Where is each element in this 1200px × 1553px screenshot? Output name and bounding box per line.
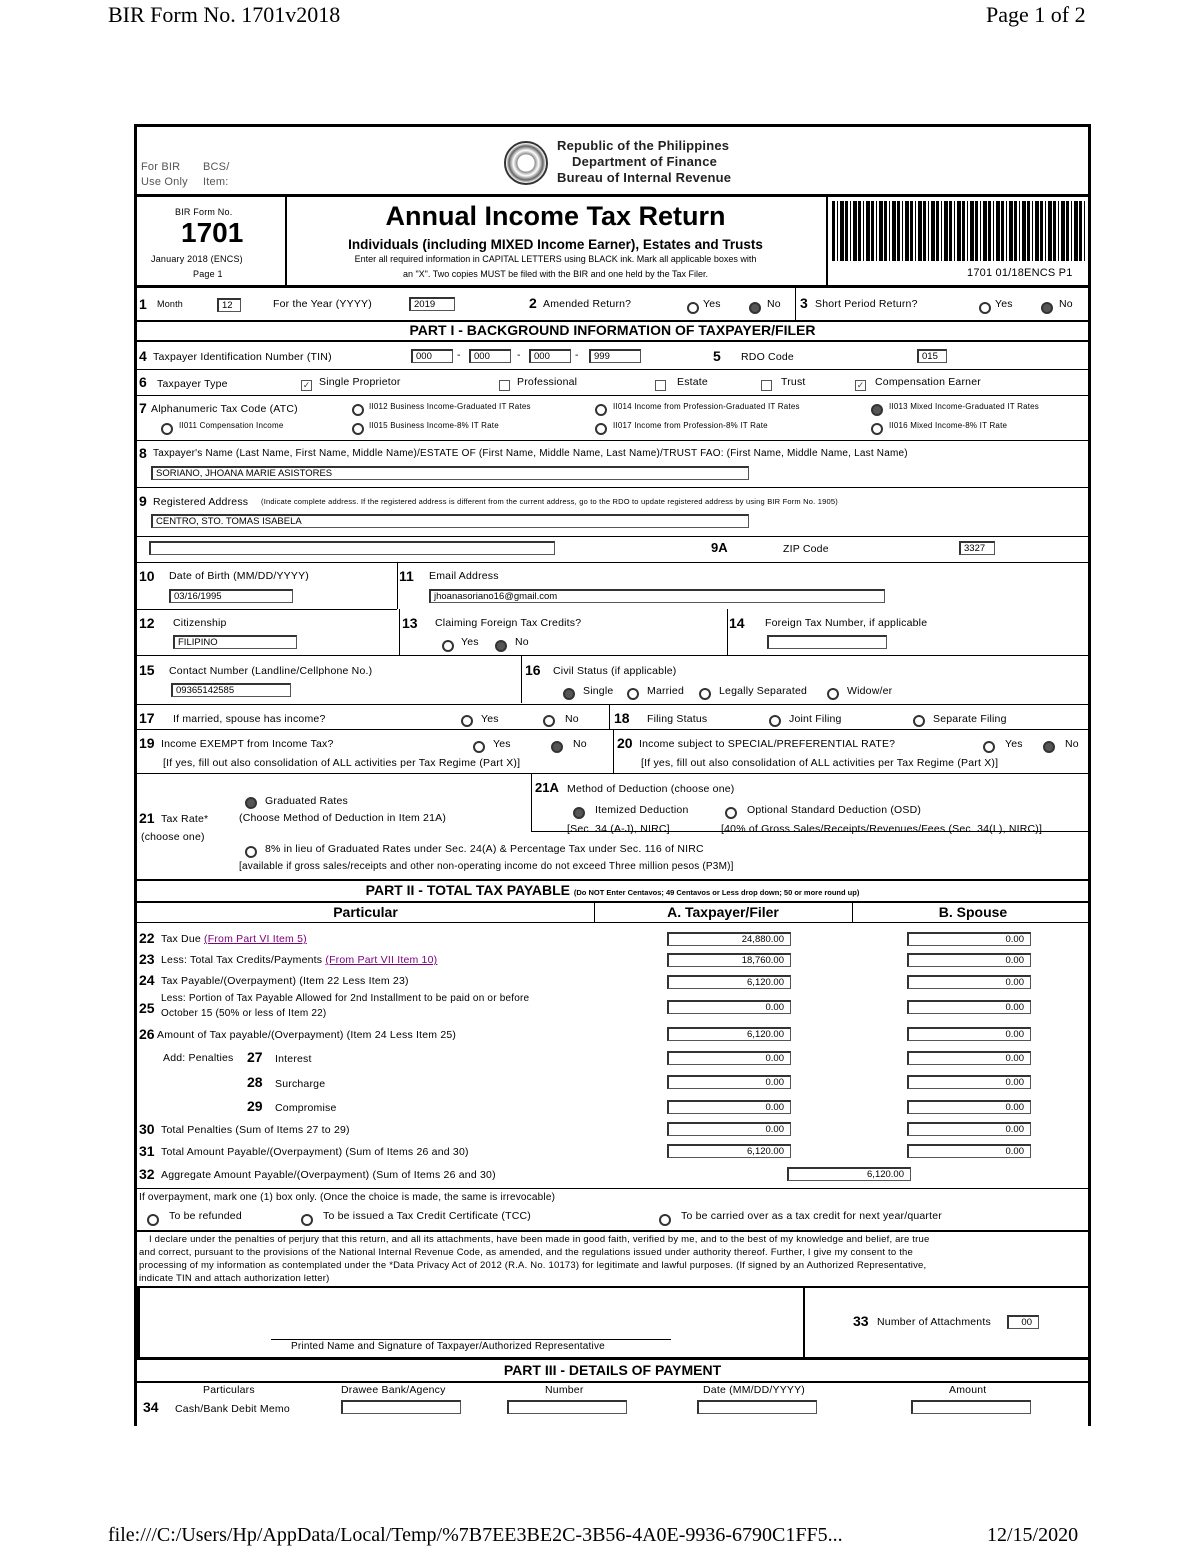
estate-checkbox[interactable]	[655, 380, 666, 391]
item-28-number: 28	[247, 1074, 263, 1090]
item-22-text: Tax Due	[161, 933, 201, 945]
form-version: January 2018 (ENCS)	[151, 254, 243, 264]
item-8-number: 8	[139, 445, 147, 461]
spouse-income-label: If married, spouse has income?	[173, 713, 326, 725]
single-proprietor-checkbox[interactable]: ✓	[302, 380, 311, 390]
carry-over-radio[interactable]	[659, 1214, 671, 1226]
atc-ii017-label: II017 Income from Profession-8% IT Rate	[613, 421, 768, 430]
item-11-number: 11	[399, 568, 414, 584]
item-28-label: Surcharge	[275, 1078, 326, 1090]
civil-widow-radio[interactable]	[827, 688, 839, 700]
item-33-number: 33	[853, 1313, 869, 1329]
carry-over-label: To be carried over as a tax credit for next year/quarter	[681, 1210, 942, 1222]
address-note: (Indicate complete address. If the registered address is different from the current address, go to the RDO to update registered address by using BIR Form No. 1905)	[261, 497, 838, 506]
email-field[interactable]: jhoanasoriano16@gmail.com	[429, 589, 885, 603]
item-13-number: 13	[402, 615, 418, 631]
special-yes-radio[interactable]	[983, 741, 995, 753]
civil-married-label: Married	[647, 685, 684, 697]
item-30-spouse-field[interactable]: 0.00	[907, 1122, 1031, 1136]
special-rate-note: [If yes, fill out also consolidation of ALL activities per Tax Regime (Part X)]	[641, 757, 999, 769]
spouse-income-no-label: No	[565, 713, 579, 725]
trust-label: Trust	[781, 376, 806, 388]
form-instruction-1: Enter all required information in CAPITAL LETTERS using BLACK ink. Mark all applicable boxes with	[354, 254, 757, 264]
add-penalties-label: Add: Penalties	[163, 1052, 234, 1064]
item-18-number: 18	[614, 710, 630, 726]
address-line2-field[interactable]	[149, 541, 555, 555]
item-9a-number: 9A	[711, 540, 728, 555]
item-26-spouse-field[interactable]: 0.00	[907, 1027, 1031, 1041]
signature-line	[271, 1339, 671, 1340]
overpay-note: If overpayment, mark one (1) box only. (Once the choice is made, the same is irrevocable)	[139, 1192, 556, 1203]
item-24-number: 24	[139, 972, 155, 988]
spouse-income-yes-radio[interactable]	[461, 715, 473, 727]
item-21a-number: 21A	[535, 780, 559, 795]
zip-field[interactable]: 3327	[959, 541, 995, 555]
exempt-yes-radio[interactable]	[473, 741, 485, 753]
item-1-number: 1	[139, 296, 147, 312]
filing-status-label: Filing Status	[647, 713, 708, 725]
spouse-income-yes-label: Yes	[481, 713, 499, 725]
compensation-earner-label: Compensation Earner	[875, 376, 981, 388]
item-6-number: 6	[139, 374, 147, 390]
atc-ii015-radio[interactable]	[352, 423, 364, 435]
part3-title: PART III - DETAILS OF PAYMENT	[503, 1362, 722, 1378]
graduated-rates-note: (Choose Method of Deduction in Item 21A)	[239, 812, 447, 824]
osd-label: Optional Standard Deduction (OSD)	[747, 804, 922, 816]
atc-label: Alphanumeric Tax Code (ATC)	[151, 403, 298, 415]
part3-col-date: Date (MM/DD/YYYY)	[703, 1384, 805, 1396]
short-no-radio[interactable]	[1041, 302, 1053, 314]
item-29-number: 29	[247, 1098, 263, 1114]
civil-widow-label: Widow/er	[847, 685, 893, 697]
citizenship-field[interactable]: FILIPINO	[173, 635, 297, 649]
item-21-number: 21	[139, 810, 155, 826]
compensation-earner-checkbox[interactable]: ✓	[856, 380, 865, 390]
item-23-taxpayer-field[interactable]: 18,760.00	[667, 953, 791, 967]
print-header-left: BIR Form No. 1701v2018	[108, 2, 341, 27]
name-label: Taxpayer's Name (Last Name, First Name, Middle Name)/ESTATE OF (First Name, Middle Name, Last Name)/TRUST FAO: (First Name, Middle Name, Last Name)	[153, 448, 908, 459]
declaration-line1: I declare under the penalties of perjury that this return, and all its attachments, have been made in good faith, verified by me, and to the best of my knowledge and belief, are true	[149, 1234, 930, 1245]
exempt-yes-label: Yes	[493, 738, 511, 750]
item-17-number: 17	[139, 710, 155, 726]
item-34-drawee-field[interactable]	[341, 1400, 461, 1414]
item-20-number: 20	[617, 735, 633, 751]
item-14-number: 14	[729, 615, 745, 631]
item-12-number: 12	[139, 615, 155, 631]
citizenship-label: Citizenship	[173, 617, 227, 629]
itemized-deduction-ref: [Sec. 34 (A-J), NIRC]	[567, 823, 670, 835]
foreign-tin-label: Foreign Tax Number, if applicable	[765, 617, 928, 629]
year-label: For the Year (YYYY)	[273, 298, 372, 310]
civil-married-radio[interactable]	[627, 688, 639, 700]
print-header-right: Page 1 of 2	[986, 2, 1086, 27]
col-particular: Particular	[333, 904, 398, 920]
item-25-number: 25	[139, 1000, 155, 1016]
signature-label[interactable]: Printed Name and Signature of Taxpayer/Authorized Representative	[291, 1341, 605, 1352]
spouse-income-no-radio[interactable]	[543, 715, 555, 727]
item-30-number: 30	[139, 1121, 155, 1137]
special-rate-label: Income subject to SPECIAL/PREFERENTIAL RATE?	[639, 738, 896, 750]
item-31-number: 31	[139, 1143, 155, 1159]
print-footer-right: 12/15/2020	[987, 1524, 1079, 1546]
special-no-radio[interactable]	[1043, 741, 1055, 753]
short-period-label: Short Period Return?	[815, 298, 918, 310]
bir-form-1701: For BIR Use Only BCS/ Item: Republic of the Philippines Department of Finance Bureau of Internal Revenue BIR Form No. 1701 January 2018 (ENCS) Page 1 Annual Income Tax Return Individuals (including MIXED Income Earner), Estates and Trusts Enter all required information in CAPITAL LETTERS using BLACK ink. Mark all applicable boxes with an "X". Two copies MUST be filed with the BIR and one held by the Tax Filer. 1701 01/18ENCS P1 1 Month 12 For the Year (YYYY) 2019 2 Amended Return? Yes No 3 Short Period Return? Yes No PART I - BACKGROUND INFORMATION OF TAXPAYER/FILER 4 Taxpayer Identification Number (TIN) 000 - 000 - 000 - 999 5 RDO Code 015 6 Taxpayer Type ✓ Single Proprietor Professional Estate Trust ✓ Compensation Earner 7 Alphanumeric Tax Code (ATC) II012 Business Income-Graduated IT Rates II014 Income from Profession-Graduated IT Rates II013 Mixed Income-Graduated IT Rates II011 Compensation Income II015 Business Income-8% IT Rate II017 Income from Profession-8% IT Rate II016 Mixed Income-8% IT Rate 8 Taxpayer's Name (Last Name, First Name, Middle Name)/ESTATE OF (First Name, Middle Name, Last Name)/TRUST FAO: (First Name, Middle Name, Last Name) SORIANO, JHOANA MARIE ASISTORES 9 Registered Address (Indicate complete address. If the registered address is different from the current address, go to the RDO to update registered address by using BIR Form No. 1905) CENTRO, STO. TOMAS ISABELA 9A ZIP Code 3327 10 Date of Birth (MM/DD/YYYY) 03/16/1995 11 Email Address jhoanasoriano16@gmail.com 12 Citizenship FILIPINO 13 Claiming Foreign Tax Credits? Yes No 14 Foreign Tax Number, if applicable 15 Contact Number (Landline/Cellphone No.) 09365142585 16 Civil Status (if applicable) Single Married Legally Separated Widow/er 17 If married, spouse has income? Yes No 18 Filing Status Joint Filing Separate Filing 19 Income EXEMPT from Income Tax? Yes No [If yes, fill out also consolidation of ALL activities per Tax Regime (Part X)] 20 Income subject to SPECIAL/PREFERENTIAL RATE? Yes No [If yes, fill out also consolidation of ALL activities per Tax Regime (Part X)] 21A Method of Deduction (choose one) Graduated Rates 21 Tax Rate* (Choose Method of Deduction in Item 21A) (choose one) Itemized Deduction [Sec. 34 (A-J), NIRC] Optional Standard Deduction (OSD) [40% of Gross Sales/Receipts/Revenues/Fees (Sec. 34(L), NIRC)] 8% in lieu of Graduated Rates under Sec. 24(A) & Percentage Tax under Sec. 116 of NIRC [available if gross sales/receipts and other non-operating income do not exceed Three million pesos (P3M)] PART II - TOTAL TAX PAYABLE (Do NOT Enter Centavos; 49 Centavos or Less drop down; 50 or more round up) Particular A. Taxpayer/Filer B. Spouse 22 Tax Due (From Part VI Item 5) 24,880.00 0.00 23 Less: Total Tax Credits/Payments (From Part VII Item 10) 18,760.00 0.00 24 Tax Payable/(Overpayment) (Item 22 Less Item 23) 6,120.00 0.00 25 Less: Portion of Tax Payable Allowed for 2nd Installment to be paid on or before October 15 (50% or less of Item 22) 0.00 0.00 26 Amount of Tax payable/(Overpayment) (Item 24 Less Item 25) 6,120.00 0.00 Add: Penalties 27 Interest 0.00 0.00 28 Surcharge 0.00 0.00 29 Compromise 0.00 0.00 30 Total Penalties (Sum of Items 27 to 29) 0.00 0.00 31 Total Amount Payable/(Overpayment) (Sum of Items 26 and 30) 6,120.00 0.00 32 Aggregate Amount Payable/(Overpayment) (Sum of Items 26 and 30) 6,120.00 If overpayment, mark one (1) box only. (Once the choice is made, the same is irrevocable) To be refunded To be issued a Tax Credit Certificate (TCC) To be carried over as a tax credit for next year/quarter I declare under the penalties of perjury that this return, and all its attachments, have been made in good faith, verified by me, and to the best of my knowledge and belief, are true and correct, pursuant to the provisions of the National Internal Revenue Code, as amended, and the regulations issued under authority thereof. Further, I give my consent to the processing of my information as contemplated under the *Data Privacy Act of 2012 (R.A. No. 10173) for legitimate and lawful purposes. (If signed by an Authorized Representative, indicate TIN and attach authorization letter) Printed Name and Signature of Taxpayer/Authorized Representative 33 Number of Attachments 00 PART III - DETAILS OF PAYMENT Particulars Drawee Bank/Agency Number Date (MM/DD/YYYY) Amount 34 Cash/Bank Debit Memo	[134, 124, 1091, 1426]
foreign-tin-field[interactable]	[767, 635, 887, 649]
atc-ii016-radio[interactable]	[871, 423, 883, 435]
item-32-label: Aggregate Amount Payable/(Overpayment) (Sum of Items 26 and 30)	[161, 1169, 496, 1181]
item-27-taxpayer-field[interactable]: 0.00	[667, 1051, 791, 1065]
atc-ii011-radio[interactable]	[161, 423, 173, 435]
exempt-label: Income EXEMPT from Income Tax?	[161, 738, 334, 750]
part2-title-row	[137, 882, 1088, 898]
form-instruction-2: an "X". Two copies MUST be filed with the BIR and one held by the Tax Filer.	[402, 269, 709, 279]
foreign-credit-no-radio[interactable]	[495, 640, 507, 652]
itemized-deduction-radio[interactable]	[573, 807, 585, 819]
form-page: Page 1	[193, 269, 223, 279]
part2-title: PART II - TOTAL TAX PAYABLE	[365, 882, 570, 898]
professional-label: Professional	[517, 376, 578, 388]
trust-checkbox[interactable]	[761, 380, 772, 391]
tin-part4-field[interactable]: 999	[589, 349, 641, 363]
atc-ii014-radio[interactable]	[595, 404, 607, 416]
agency-line3: Bureau of Internal Revenue	[557, 170, 732, 185]
item-22-link[interactable]: (From Part VI Item 5)	[204, 933, 307, 945]
contact-label: Contact Number (Landline/Cellphone No.)	[169, 665, 373, 677]
eight-percent-radio[interactable]	[245, 846, 257, 858]
item-25-label: Less: Portion of Tax Payable Allowed for 2nd Installment to be paid on or before	[161, 993, 530, 1004]
eight-percent-note: [available if gross sales/receipts and other non-operating income do not exceed Three million pesos (P3M)]	[239, 861, 734, 872]
item-24-label: Tax Payable/(Overpayment) (Item 22 Less Item 23)	[161, 975, 409, 987]
item-9-number: 9	[139, 493, 147, 509]
agency-line2: Department of Finance	[572, 154, 718, 169]
bcs-label: BCS/	[203, 161, 230, 173]
item-26-taxpayer-field[interactable]: 6,120.00	[667, 1027, 791, 1041]
rdo-field[interactable]: 015	[917, 349, 947, 363]
foreign-credit-no-label: No	[515, 636, 529, 648]
civil-single-radio[interactable]	[563, 688, 575, 700]
item-5-number: 5	[713, 348, 721, 364]
atc-ii012-radio[interactable]	[352, 404, 364, 416]
item-30-label: Total Penalties (Sum of Items 27 to 29)	[161, 1124, 350, 1136]
item-22-taxpayer-field[interactable]: 24,880.00	[667, 932, 791, 946]
item-30-taxpayer-field[interactable]: 0.00	[667, 1122, 791, 1136]
osd-radio[interactable]	[725, 807, 737, 819]
item-31-taxpayer-field[interactable]: 6,120.00	[667, 1144, 791, 1158]
tin-part3-field[interactable]: 000	[529, 349, 571, 363]
exempt-no-radio[interactable]	[551, 741, 563, 753]
atc-ii017-radio[interactable]	[595, 423, 607, 435]
email-label: Email Address	[429, 570, 499, 582]
item-31-spouse-field[interactable]: 0.00	[907, 1144, 1031, 1158]
civil-status-label: Civil Status (if applicable)	[553, 665, 677, 677]
part3-col-number: Number	[545, 1384, 584, 1396]
declaration-line4: indicate TIN and attach authorization letter)	[139, 1273, 330, 1284]
item-23-link[interactable]: (From Part VII Item 10)	[325, 954, 438, 966]
taxpayer-name-field[interactable]: SORIANO, JHOANA MARIE ASISTORES	[151, 466, 749, 480]
item-16-number: 16	[525, 662, 541, 678]
item-32-field[interactable]: 6,120.00	[787, 1167, 911, 1181]
short-yes-label: Yes	[995, 298, 1013, 310]
item-25-spouse-field[interactable]: 0.00	[907, 1000, 1031, 1014]
barcode-image	[832, 201, 1085, 261]
itemized-deduction-label: Itemized Deduction	[595, 804, 689, 816]
atc-ii011-label: II011 Compensation Income	[179, 421, 284, 430]
atc-ii013-radio[interactable]	[871, 404, 883, 416]
form-subtitle: Individuals (including MIXED Income Earner), Estates and Trusts	[348, 237, 763, 252]
item-29-label: Compromise	[275, 1102, 337, 1114]
joint-filing-label: Joint Filing	[789, 713, 842, 725]
attachments-label: Number of Attachments	[877, 1316, 991, 1328]
declaration-line2: and correct, pursuant to the provisions of the National Internal Revenue Code, as amended, and the regulations issued under authority thereof. Further, I give my consent to the	[139, 1247, 914, 1258]
atc-ii012-label: II012 Business Income-Graduated IT Rates	[369, 402, 531, 411]
attachments-field[interactable]: 00	[1007, 1315, 1039, 1329]
item-23-label	[161, 954, 437, 966]
item-34-number: 34	[143, 1399, 159, 1415]
amended-yes-radio[interactable]	[687, 302, 699, 314]
atc-ii015-label: II015 Business Income-8% IT Rate	[369, 421, 499, 430]
short-yes-radio[interactable]	[979, 302, 991, 314]
part3-col-particulars: Particulars	[203, 1384, 255, 1396]
item-32-number: 32	[139, 1166, 155, 1182]
dob-field[interactable]: 03/16/1995	[169, 589, 293, 603]
eight-percent-label: 8% in lieu of Graduated Rates under Sec. 24(A) & Percentage Tax under Sec. 116 of NIRC	[265, 843, 704, 855]
separate-filing-radio[interactable]	[913, 715, 925, 727]
item-23-text: Less: Total Tax Credits/Payments	[161, 954, 323, 966]
foreign-credit-yes-label: Yes	[461, 636, 479, 648]
amended-label: Amended Return?	[543, 298, 632, 310]
exempt-note: [If yes, fill out also consolidation of ALL activities per Tax Regime (Part X)]	[163, 757, 521, 769]
item-2-number: 2	[529, 295, 537, 311]
item-24-taxpayer-field[interactable]: 6,120.00	[667, 975, 791, 989]
short-no-label: No	[1059, 298, 1073, 310]
graduated-rates-label: Graduated Rates	[265, 795, 348, 807]
form-no-label: BIR Form No.	[175, 207, 233, 217]
single-proprietor-label: Single Proprietor	[319, 376, 401, 388]
cash-debit-memo-label: Cash/Bank Debit Memo	[175, 1403, 290, 1415]
declaration-line3: processing of my information as contemplated under the *Data Privacy Act of 2012 (R.A. No. 10173) for legitimate and lawful purposes. (If signed by an Authorized Representative,	[139, 1260, 927, 1271]
osd-ref: [40% of Gross Sales/Receipts/Revenues/Fees (Sec. 34(L), NIRC)]	[721, 823, 1043, 835]
agency-line1: Republic of the Philippines	[557, 138, 730, 153]
estate-label: Estate	[677, 376, 708, 388]
contact-field[interactable]: 09365142585	[171, 683, 291, 697]
item-4-number: 4	[139, 348, 147, 364]
form-number: 1701	[181, 217, 244, 248]
atc-ii013-label: II013 Mixed Income-Graduated IT Rates	[889, 402, 1039, 411]
to-be-refunded-radio[interactable]	[147, 1214, 159, 1226]
civil-single-label: Single	[583, 685, 614, 697]
foreign-credit-yes-radio[interactable]	[442, 640, 454, 652]
item-26-number: 26	[139, 1026, 155, 1042]
to-be-refunded-label: To be refunded	[169, 1210, 242, 1222]
bir-seal-icon	[504, 141, 548, 185]
amended-yes-label: Yes	[703, 298, 721, 310]
item-28-spouse-field[interactable]: 0.00	[907, 1075, 1031, 1089]
address-label: Registered Address	[153, 496, 249, 508]
part2-note: (Do NOT Enter Centavos; 49 Centavos or Less drop down; 50 or more round up)	[573, 888, 860, 897]
col-spouse: B. Spouse	[938, 904, 1008, 920]
special-no-label: No	[1065, 738, 1079, 750]
rdo-label: RDO Code	[741, 351, 794, 363]
item-22-label	[161, 933, 307, 945]
item-23-spouse-field[interactable]: 0.00	[907, 953, 1031, 967]
item-27-number: 27	[247, 1049, 263, 1065]
dob-label: Date of Birth (MM/DD/YYYY)	[169, 570, 309, 582]
special-yes-label: Yes	[1005, 738, 1023, 750]
item-34-date-field[interactable]	[697, 1400, 817, 1414]
tcc-radio[interactable]	[301, 1214, 313, 1226]
month-label: Month	[157, 299, 184, 309]
part1-title: PART I - BACKGROUND INFORMATION OF TAXPAYER/FILER	[409, 322, 816, 338]
method-deduction-label: Method of Deduction (choose one)	[567, 783, 735, 795]
separate-filing-label: Separate Filing	[933, 713, 1007, 725]
use-only-label: Use Only	[141, 176, 188, 188]
item-29-taxpayer-field[interactable]: 0.00	[667, 1100, 791, 1114]
address-line1-field[interactable]: CENTRO, STO. TOMAS ISABELA	[151, 514, 749, 528]
item-19-number: 19	[139, 735, 155, 751]
item-25-label2: October 15 (50% or less of Item 22)	[161, 1008, 327, 1019]
item-25-taxpayer-field[interactable]: 0.00	[667, 1000, 791, 1014]
amended-no-radio[interactable]	[749, 302, 761, 314]
part3-col-amount: Amount	[949, 1384, 987, 1396]
foreign-credit-label: Claiming Foreign Tax Credits?	[435, 617, 582, 629]
item-15-number: 15	[139, 662, 155, 678]
print-footer-left: file:///C:/Users/Hp/AppData/Local/Temp/%7B7EE3BE2C-3B56-4A0E-9936-6790C1FF5...	[108, 1524, 843, 1546]
item-23-number: 23	[139, 951, 155, 967]
item-27-label: Interest	[275, 1053, 312, 1065]
civil-separated-label: Legally Separated	[719, 685, 808, 697]
tin-part1-field[interactable]: 000	[411, 349, 453, 363]
atc-ii014-label: II014 Income from Profession-Graduated IT Rates	[613, 402, 800, 411]
barcode-text: 1701 01/18ENCS P1	[967, 267, 1073, 279]
tin-part2-field[interactable]: 000	[469, 349, 511, 363]
item-31-label: Total Amount Payable/(Overpayment) (Sum of Items 26 and 30)	[161, 1146, 469, 1158]
year-field[interactable]: 2019	[409, 297, 455, 311]
tin-label: Taxpayer Identification Number (TIN)	[153, 351, 332, 363]
item-27-spouse-field[interactable]: 0.00	[907, 1051, 1031, 1065]
part3-col-drawee: Drawee Bank/Agency	[341, 1384, 446, 1396]
form-title: Annual Income Tax Return	[385, 201, 726, 231]
exempt-no-label: No	[573, 738, 587, 750]
item-28-taxpayer-field[interactable]: 0.00	[667, 1075, 791, 1089]
item-29-spouse-field[interactable]: 0.00	[907, 1100, 1031, 1114]
professional-checkbox[interactable]	[499, 380, 510, 391]
month-field[interactable]: 12	[217, 298, 241, 312]
item-24-spouse-field[interactable]: 0.00	[907, 975, 1031, 989]
zip-label: ZIP Code	[783, 543, 829, 555]
item-10-number: 10	[139, 568, 155, 584]
amended-no-label: No	[767, 298, 781, 310]
col-taxpayer: A. Taxpayer/Filer	[667, 904, 779, 920]
item-22-number: 22	[139, 930, 155, 946]
taxpayer-type-label: Taxpayer Type	[157, 378, 228, 390]
item-3-number: 3	[800, 295, 808, 311]
tax-rate-choose: (choose one)	[141, 831, 205, 843]
joint-filing-radio[interactable]	[769, 715, 781, 727]
item-7-number: 7	[139, 400, 147, 416]
graduated-rates-radio[interactable]	[245, 797, 257, 809]
item-34-amount-field[interactable]	[911, 1400, 1031, 1414]
tcc-label: To be issued a Tax Credit Certificate (TCC)	[323, 1210, 531, 1222]
for-bir-label: For BIR	[141, 161, 181, 173]
item-26-label: Amount of Tax payable/(Overpayment) (Item 24 Less Item 25)	[157, 1029, 457, 1041]
atc-ii016-label: II016 Mixed Income-8% IT Rate	[889, 421, 1008, 430]
civil-separated-radio[interactable]	[699, 688, 711, 700]
item-34-number-field[interactable]	[507, 1400, 627, 1414]
tax-rate-label: Tax Rate*	[161, 813, 209, 825]
item-22-spouse-field[interactable]: 0.00	[907, 932, 1031, 946]
item-label: Item:	[203, 176, 229, 188]
